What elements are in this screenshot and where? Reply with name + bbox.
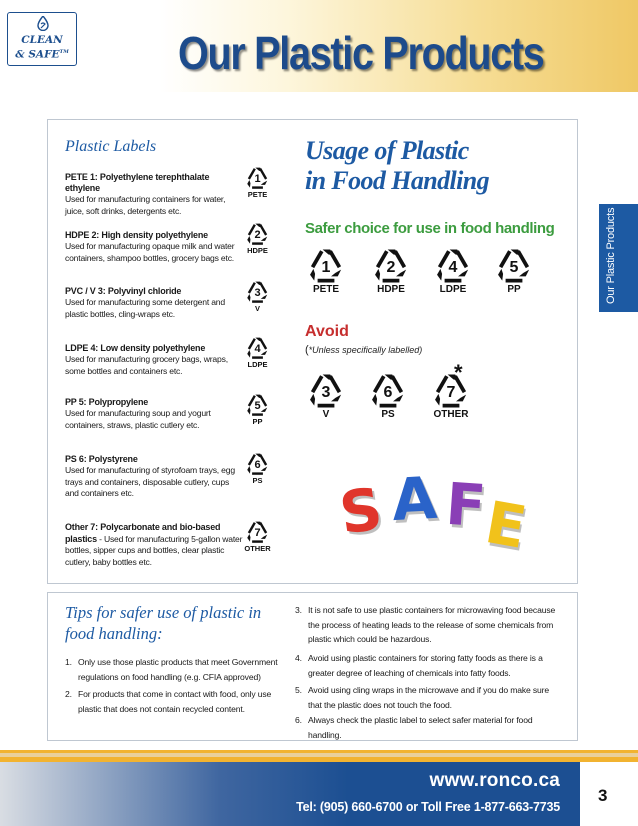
plastic-label-name: PETE 1: Polyethylene terephthalate ethylene xyxy=(65,172,210,193)
page-title: Our Plastic Products xyxy=(178,27,544,79)
recycle-code-number: 7 xyxy=(446,383,456,401)
tips-title: Tips for safer use of plastic in food handling: xyxy=(65,603,262,643)
page-header xyxy=(0,0,638,92)
tip-text: Avoid using cling wraps in the microwave and if you do make sure that the plastic does not touch the food. xyxy=(308,685,550,710)
recycle-ps-icon xyxy=(367,372,409,420)
recycle-code-label: PETE xyxy=(312,283,340,295)
plastic-label-name: LDPE 4: Low density polyethylene xyxy=(65,343,206,353)
recycle-v-icon xyxy=(244,280,271,313)
recycle-code-number: 5 xyxy=(509,258,519,276)
logo-line-1: CLEAN xyxy=(21,34,63,46)
recycle-code-label: OTHER xyxy=(433,408,469,420)
recycle-code-number: 4 xyxy=(448,258,458,276)
tip-text: For products that come in contact with food, only use plastic that does not contain recycled content. xyxy=(78,689,272,714)
safer-choice-heading: Safer choice for use in food handling xyxy=(305,220,555,237)
recycle-code-label: HDPE xyxy=(377,283,405,295)
plastic-label-combined xyxy=(65,522,243,568)
logo-line-2: & SAFE™ xyxy=(15,48,69,61)
page-number: 3 xyxy=(598,786,608,805)
avoid-heading: Avoid xyxy=(305,323,349,340)
usage-title-line-2: in Food Handling xyxy=(305,166,490,195)
recycle-code-label: HDPE xyxy=(247,245,268,255)
safe-letter-block: F xyxy=(443,469,488,541)
plastic-label-name: HDPE 2: High density polyethylene xyxy=(65,230,208,240)
recycle-code-number: 2 xyxy=(254,229,261,242)
safe-letter-block: A xyxy=(390,463,439,535)
footer-website-link[interactable]: www.ronco.ca xyxy=(429,770,560,791)
safe-letter-block: E xyxy=(480,488,532,562)
side-tab-label: Our Plastic Products xyxy=(605,207,617,304)
recycle-code-number: 5 xyxy=(254,400,261,413)
recycle-code-number: 6 xyxy=(383,383,393,401)
usage-title-line-1: Usage of Plastic xyxy=(305,136,469,165)
recycle-code-label: V xyxy=(254,303,260,313)
recycle-hdpe-icon xyxy=(244,222,271,255)
recycle-code-label: V xyxy=(322,408,330,420)
recycle-ldpe-icon xyxy=(432,247,474,295)
logo-trademark: TM xyxy=(59,49,69,55)
plastic-labels-title: Plastic Labels xyxy=(65,138,157,155)
other-asterisk: * xyxy=(454,360,463,385)
plastic-label-description: Used for manufacturing opaque milk and water containers, shampoo bottles, grocery bags etc. xyxy=(65,241,235,263)
plastic-label-name: PVC / V 3: Polyvinyl chloride xyxy=(65,286,182,296)
plastic-label-description: - Used for manufacturing 5-gallon water bottles, sipper cups and bottles, clear plastic cutlery, baby bottles etc. xyxy=(65,533,243,567)
recycle-code-number: 3 xyxy=(254,287,261,300)
tip-number: 4. xyxy=(295,653,302,663)
recycle-code-label: OTHER xyxy=(244,543,271,553)
recycle-pete-icon xyxy=(244,166,271,199)
tip-number: 3. xyxy=(295,605,302,615)
tip-item xyxy=(295,713,563,742)
recycle-code-number: 1 xyxy=(321,258,331,276)
recycle-ldpe-icon xyxy=(244,336,271,369)
plastic-label-description: Used for manufacturing soup and yogurt containers, straws, plastic cutlery etc. xyxy=(65,408,211,430)
plastic-label-description: Used for manufacturing of styrofoam trays, egg trays and containers, disposable cutlery, cups and containers etc. xyxy=(65,465,235,498)
plastic-label-name: PP 5: Polypropylene xyxy=(65,397,149,407)
side-section-tab xyxy=(599,204,638,312)
recycle-code-number: 2 xyxy=(386,258,396,276)
recycle-code-label: LDPE xyxy=(439,283,467,295)
plastic-label-item xyxy=(65,230,243,264)
recycle-code-number: 3 xyxy=(321,383,331,401)
tip-text: Always check the plastic label to select safer material for food handling. xyxy=(308,715,533,740)
recycle-pp-icon xyxy=(244,393,271,426)
plastic-label-item xyxy=(65,343,243,377)
tip-text: It is not safe to use plastic containers for microwaving food because the process of heating leads to the release of some chemicals from plastic which could be hazardous. xyxy=(308,605,556,644)
recycle-other-icon xyxy=(430,372,472,420)
recycle-code-number: 6 xyxy=(254,459,261,472)
logo-wordmark xyxy=(8,34,76,61)
tip-number: 2. xyxy=(65,689,72,699)
tip-item xyxy=(65,655,280,684)
plastic-label-item xyxy=(65,397,243,431)
recycle-code-label: PS xyxy=(252,475,263,485)
recycle-code-number: 4 xyxy=(254,343,261,356)
recycle-code-label: LDPE xyxy=(247,359,268,369)
plastic-label-description: Used for manufacturing some detergent and plastic bottles, cling-wraps etc. xyxy=(65,297,225,319)
plastic-label-item xyxy=(65,286,243,320)
recycle-ps-icon xyxy=(244,452,271,485)
recycle-code-label: PP xyxy=(252,416,263,426)
recycle-code-label: PETE xyxy=(247,189,268,199)
safe-letter-block: S xyxy=(335,474,387,548)
recycle-pete-icon xyxy=(305,247,347,295)
recycle-v-icon xyxy=(305,372,347,420)
safe-letters-photo xyxy=(318,446,548,566)
plastic-label-name: PS 6: Polystyrene xyxy=(65,454,138,464)
plastic-label-name: Other 7: Polycarbonate and bio-based plastics xyxy=(65,522,221,544)
avoid-note-paren: ( xyxy=(305,344,309,356)
plastic-label-item xyxy=(65,172,243,217)
water-drop-icon xyxy=(37,16,49,31)
tip-item xyxy=(295,651,563,680)
recycle-code-label: PP xyxy=(507,283,521,295)
recycle-code-number: 7 xyxy=(254,527,261,540)
tip-item xyxy=(295,683,563,712)
tip-text: Avoid using plastic containers for storing fatty foods as there is a greater degree of leaching of chemicals into fatty foods. xyxy=(308,653,543,678)
tip-number: 6. xyxy=(295,715,302,725)
recycle-other-icon xyxy=(244,520,271,553)
tip-item xyxy=(295,603,563,647)
tip-text: Only use those plastic products that meet Government regulations on food handling (e.g. CFIA approved) xyxy=(78,657,278,682)
plastic-label-item xyxy=(65,522,243,568)
tip-number: 1. xyxy=(65,657,72,667)
clean-and-safe-logo xyxy=(7,12,77,66)
recycle-hdpe-icon xyxy=(370,247,412,295)
plastic-label-item xyxy=(65,454,243,500)
plastic-label-description: Used for manufacturing grocery bags, wraps, some bottles and containers etc. xyxy=(65,354,228,376)
avoid-note-text: *Unless specifically labelled) xyxy=(308,345,423,355)
avoid-note xyxy=(305,344,422,356)
tip-item xyxy=(65,687,280,716)
recycle-pp-icon xyxy=(493,247,535,295)
recycle-code-label: PS xyxy=(381,408,395,420)
footer-highlight-strip xyxy=(0,753,638,757)
recycle-code-number: 1 xyxy=(254,173,261,186)
footer-banner xyxy=(0,762,580,826)
tip-number: 5. xyxy=(295,685,302,695)
usage-title xyxy=(305,136,489,196)
footer-phone: Tel: (905) 660-6700 or Toll Free 1-877-663-7735 xyxy=(296,800,560,814)
plastic-label-description: Used for manufacturing containers for water, juice, soft drinks, detergents etc. xyxy=(65,194,226,216)
